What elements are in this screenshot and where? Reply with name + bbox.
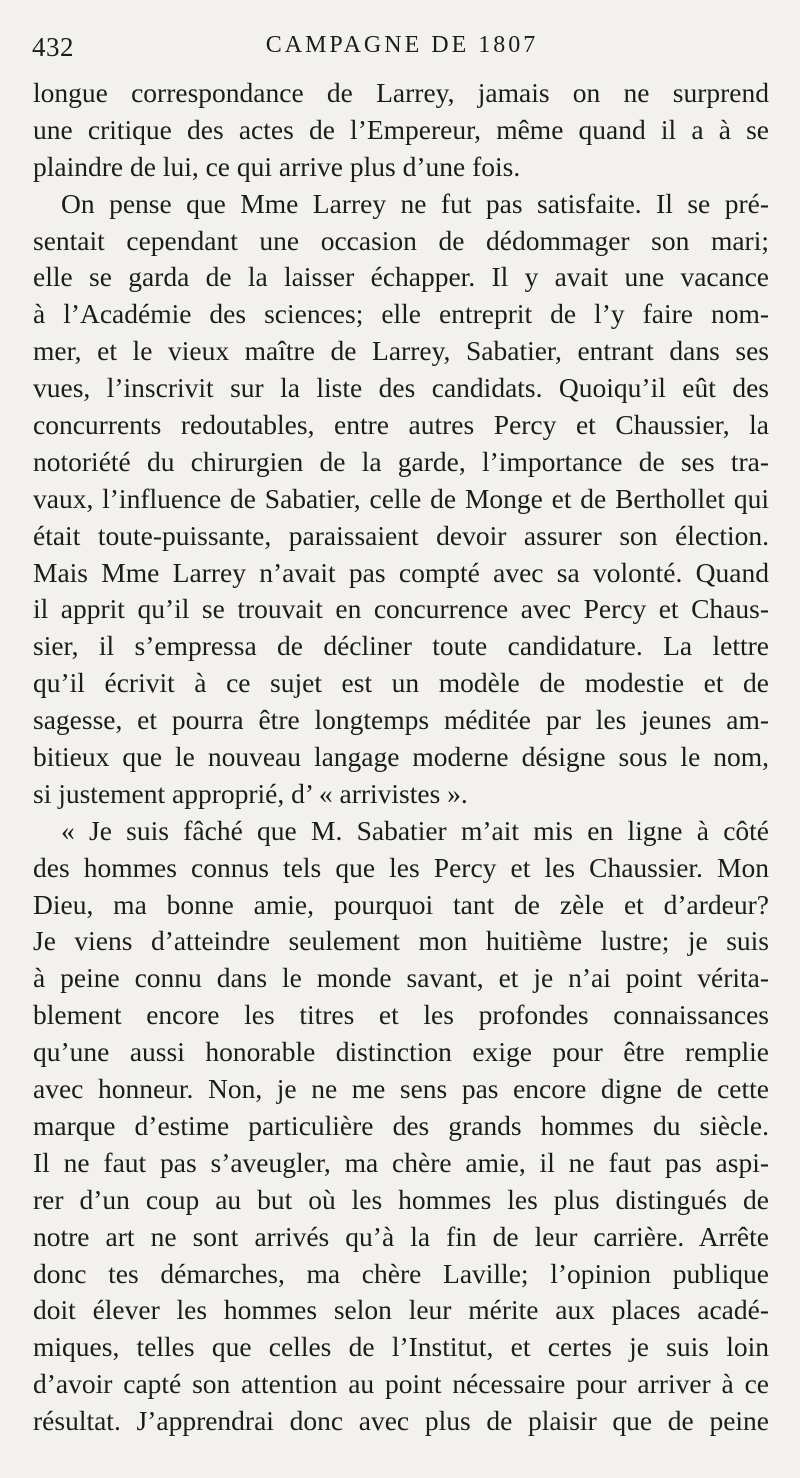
text-line: mer, et le vieux maître de Larrey, Sabatier, entrant dans ses <box>33 335 769 367</box>
text-line: notoriété du chirurgien de la garde, l’importance de ses tra- <box>33 445 769 477</box>
text-line: blement encore les titres et les profondes connaissances <box>33 999 769 1031</box>
text-line: longue correspondance de Larrey, jamais on ne surprend <box>33 77 769 108</box>
text-line: résultat. J’apprendrai donc avec plus de plaisir que de peine <box>33 1405 769 1437</box>
text-line: était toute-puissante, paraissaient devoir assurer son élection. <box>33 519 769 551</box>
text-line: il apprit qu’il se trouvait en concurrence avec Percy et Chaus- <box>33 593 769 625</box>
text-line: sentait cependant une occasion de dédommager son mari; <box>33 224 769 256</box>
text-line: qu’une aussi honorable distinction exige pour être remplie <box>33 1036 769 1068</box>
text-line: On pense que Mme Larrey ne fut pas satisfaite. Il se pré- <box>61 187 769 219</box>
text-line: doit élever les hommes selon leur mérite aux places acadé- <box>33 1294 769 1326</box>
page-header <box>32 28 772 68</box>
text-line: rer d’un coup au but où les hommes les plus distingués de <box>33 1183 769 1215</box>
text-line: sier, il s’empressa de décliner toute candidature. La lettre <box>33 630 769 662</box>
text-line: Mais Mme Larrey n’avait pas compté avec sa volonté. Quand <box>33 556 769 588</box>
text-line: concurrents redoutables, entre autres Percy et Chaussier, la <box>33 409 769 441</box>
text-line: vues, l’inscrivit sur la liste des candidats. Quoiqu’il eût des <box>33 372 769 404</box>
text-line: à peine connu dans le monde savant, et je n’ai point vérita- <box>33 962 769 994</box>
text-line: à l’Académie des sciences; elle entreprit de l’y faire nom- <box>33 298 769 330</box>
text-line: Dieu, ma bonne amie, pourquoi tant de zèle et d’ardeur? <box>33 888 769 920</box>
text-line: Il ne faut pas s’aveugler, ma chère amie, il ne faut pas aspi- <box>33 1146 769 1178</box>
text-line: « Je suis fâché que M. Sabatier m’ait mis en ligne à côté <box>61 814 769 846</box>
text-line: une critique des actes de l’Empereur, même quand il a à se <box>33 113 769 145</box>
text-line: donc tes démarches, ma chère Laville; l’opinion publique <box>33 1257 769 1289</box>
text-line: avec honneur. Non, je ne me sens pas encore digne de cette <box>33 1073 769 1105</box>
text-line: miques, telles que celles de l’Institut, et certes je suis loin <box>33 1331 769 1363</box>
page-number: 432 <box>32 32 74 62</box>
text-line: si justement approprié, d’ « arrivistes ». <box>33 777 468 809</box>
text-line: vaux, l’influence de Sabatier, celle de Monge et de Berthollet qui <box>33 482 769 514</box>
body-text <box>33 75 769 1440</box>
text-line: elle se garda de la laisser échapper. Il y avait une vacance <box>33 261 769 293</box>
text-line: d’avoir capté son attention au point nécessaire pour arriver à ce <box>33 1368 769 1400</box>
text-line: marque d’estime particulière des grands hommes du siècle. <box>33 1109 769 1141</box>
text-line: des hommes connus tels que les Percy et les Chaussier. Mon <box>33 851 769 883</box>
text-line: bitieux que le nouveau langage moderne désigne sous le nom, <box>33 741 769 773</box>
text-line: qu’il écrivit à ce sujet est un modèle de modestie et de <box>33 667 769 699</box>
text-line: plaindre de lui, ce qui arrive plus d’une fois. <box>33 150 521 182</box>
text-line: Je viens d’atteindre seulement mon huitième lustre; je suis <box>33 925 769 957</box>
text-line: sagesse, et pourra être longtemps méditée par les jeunes am- <box>33 704 769 736</box>
running-title: CAMPAGNE DE 1807 <box>265 32 539 58</box>
text-line: notre art ne sont arrivés qu’à la fin de leur carrière. Arrête <box>33 1220 769 1252</box>
